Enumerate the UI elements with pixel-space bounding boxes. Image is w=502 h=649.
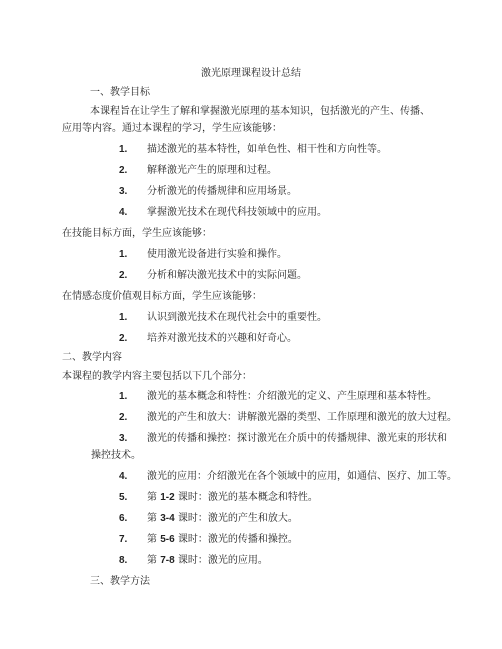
- section-heading-goals: 一、教学目标: [90, 87, 150, 98]
- item-suffix: 课时：激光的基本概念和特性。: [174, 492, 318, 503]
- item-prefix: 第: [147, 555, 161, 566]
- section-heading-content: 二、教学内容: [62, 352, 122, 363]
- lesson-range: 5-6: [160, 534, 175, 545]
- item-suffix: 课时：激光的应用。: [174, 555, 268, 566]
- list-item: 分析激光的传播规律和应用场景。: [147, 186, 297, 197]
- list-item: [147, 554, 268, 568]
- list-number: 2.: [119, 333, 128, 344]
- list-item-continuation: 操控技术。: [91, 450, 141, 461]
- list-item: 认识到激光技术在现代社会中的重要性。: [147, 312, 327, 323]
- list-number: 3.: [119, 433, 128, 444]
- list-item: 培养对激光技术的兴趣和好奇心。: [147, 333, 297, 344]
- list-item: 激光的应用：介绍激光在各个领域中的应用，如通信、医疗、加工等。: [147, 471, 457, 482]
- lesson-range: 1-2: [160, 492, 175, 503]
- list-item: [147, 491, 318, 505]
- lesson-range: 7-8: [160, 555, 175, 566]
- list-number: 7.: [119, 534, 128, 545]
- list-item: 解释激光产生的原理和过程。: [147, 165, 277, 176]
- item-suffix: 课时：激光的产生和放大。: [174, 513, 298, 524]
- lesson-range: 3-4: [160, 513, 175, 524]
- list-item: [147, 533, 298, 547]
- list-number: 4.: [119, 207, 128, 218]
- paragraph-line: 本课程的教学内容主要包括以下几个部分：: [62, 371, 252, 382]
- list-number: 2.: [119, 412, 128, 423]
- list-number: 2.: [119, 165, 128, 176]
- list-item: 掌握激光技术在现代科技领域中的应用。: [147, 207, 327, 218]
- list-item: 描述激光的基本特性，如单色性、相干性和方向性等。: [147, 144, 387, 155]
- list-number: 8.: [119, 555, 128, 566]
- list-item: [147, 512, 298, 526]
- section-heading-methods: 三、教学方法: [90, 576, 150, 587]
- document-title: 激光原理课程设计总结: [201, 68, 301, 79]
- list-item: 分析和解决激光技术中的实际问题。: [147, 270, 307, 281]
- paragraph-line: 在技能目标方面，学生应该能够：: [62, 228, 212, 239]
- list-number: 2.: [119, 270, 128, 281]
- item-prefix: 第: [147, 513, 161, 524]
- list-number: 3.: [119, 186, 128, 197]
- list-item: 激光的传播和操控：探讨激光在介质中的传播规律、激光束的形状和: [147, 433, 447, 444]
- paragraph-line: 本课程旨在让学生了解和掌握激光原理的基本知识，包括激光的产生、传播、: [90, 106, 430, 117]
- item-prefix: 第: [147, 534, 161, 545]
- item-prefix: 第: [147, 492, 161, 503]
- paragraph-line: 应用等内容。通过本课程的学习，学生应该能够：: [62, 123, 282, 134]
- list-number: 1.: [119, 249, 128, 260]
- list-number: 1.: [119, 312, 128, 323]
- list-item: 激光的产生和放大：讲解激光器的类型、工作原理和激光的放大过程。: [147, 412, 457, 423]
- item-suffix: 课时：激光的传播和操控。: [174, 534, 298, 545]
- list-number: 1.: [119, 144, 128, 155]
- list-number: 1.: [119, 391, 128, 402]
- list-number: 6.: [119, 513, 128, 524]
- list-number: 4.: [119, 471, 128, 482]
- paragraph-line: 在情感态度价值观目标方面，学生应该能够：: [62, 291, 262, 302]
- list-item: 激光的基本概念和特性：介绍激光的定义、产生原理和基本特性。: [147, 391, 437, 402]
- list-item: 使用激光设备进行实验和操作。: [147, 249, 287, 260]
- list-number: 5.: [119, 492, 128, 503]
